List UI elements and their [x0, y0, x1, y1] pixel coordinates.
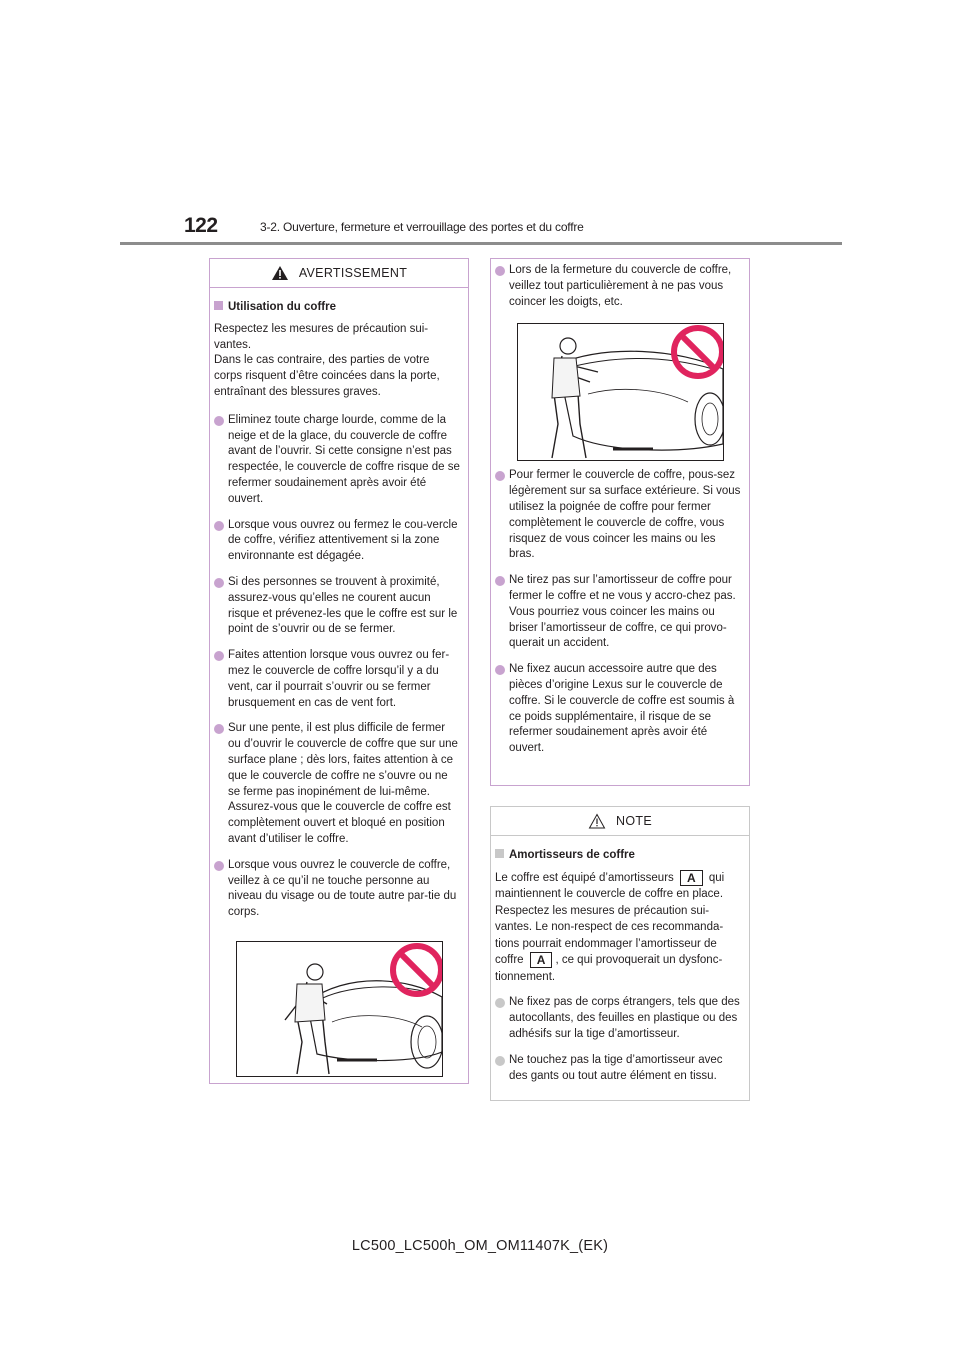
warning-section-title-text: Utilisation du coffre [228, 301, 336, 313]
bullet-dot-icon [214, 416, 224, 426]
list-item: Pour fermer le couvercle de coffre, pous-sez légèrement sur sa surface extérieure. Si vous utilisez la poignée de coffre pour fermer complètement le couvercle de coffre, vous risquez de vous coincer les mains ou les bras. [495, 468, 741, 563]
header-divider [120, 242, 842, 245]
note-section-title-text: Amortisseurs de coffre [509, 849, 635, 861]
note-box [490, 806, 750, 1101]
note-paragraph: Le coffre est équipé d’amortisseurs A qui maintiennent le couvercle de coffre en place. Respectez les mesures de précaution sui-vantes. Le non-respect de ces recommanda-tions pourrait endommager l’amortisseur de coffre A , ce qui provoquerait un dysfonc-tionnement. [495, 870, 725, 983]
bullet-dot-icon [214, 651, 224, 661]
warning-box-right [490, 258, 750, 786]
list-item: Ne fixez pas de corps étrangers, tels que des autocollants, des feuilles en plastique ou des adhésifs sur la tige d’amortisseur. [495, 995, 741, 1042]
warning-heading [210, 259, 468, 288]
illustration-trunk-face-hazard [236, 941, 443, 1077]
bullet-dot-icon [495, 266, 505, 276]
list-item: Lorsque vous ouvrez le couvercle de coffre, veillez à ce qu’il ne touche personne au niveau du visage ou de toute autre par-tie du corps. [214, 858, 460, 921]
note-section-title [495, 848, 741, 864]
page-number: 122 [184, 214, 218, 237]
section-header-title: 3-2. Ouverture, fermeture et verrouillage des portes et du coffre [260, 220, 584, 234]
bullet-dot-icon [214, 521, 224, 531]
square-bullet-icon [495, 849, 504, 858]
warning-triangle-icon [271, 265, 289, 281]
bullet-dot-icon [495, 576, 505, 586]
list-item: Faites attention lorsque vous ouvrez ou fer-mez le couvercle de coffre lorsqu’il y a du vent, car il pourrait s’ouvrir ou se fermer brusquement en cas de vent fort. [214, 648, 460, 711]
warning-heading-label: AVERTISSEMENT [298, 266, 408, 280]
list-item: Si des personnes se trouvent à proximité, assurez-vous qu’elles ne courent aucun risque et prévenez-les que le coffre est sur le point de s’ouvrir ou de se fermer. [214, 575, 460, 638]
list-item: Lorsque vous ouvrez ou fermez le cou-vercle de coffre, vérifiez attentivement si la zone environnante est dégagée. [214, 518, 460, 565]
bullet-dot-icon [495, 471, 505, 481]
bullet-dot-icon [214, 861, 224, 871]
bullet-dot-icon [495, 998, 505, 1008]
bullet-dot-icon [495, 665, 505, 675]
bullet-dot-icon [214, 578, 224, 588]
warning-intro-2: Dans le cas contraire, des parties de votre corps risquent d’être coincées dans la porte, entraînant des blessures graves. [214, 354, 440, 398]
list-item: Ne touchez pas la tige d’amortisseur avec des gants ou tout autre élément en tissu. [495, 1053, 741, 1085]
bullet-dot-icon [214, 724, 224, 734]
illustration-trunk-finger-hazard [517, 323, 724, 461]
caution-triangle-icon [588, 813, 606, 829]
list-item: Sur une pente, il est plus difficile de fermer ou d’ouvrir le couvercle de coffre que sur une surface plane ; dès lors, faites attention à ce que le couvercle de coffre ne s’ouvre ou ne se ferme pas inopinément de lui-même. Assurez-vous que le couvercle de coffre est complètement ouvert et bloqué en position avant d’utiliser le coffre. [214, 721, 460, 847]
list-item: Lors de la fermeture du couvercle de coffre, veillez tout particulièrement à ne pas vous coincer les doigts, etc. [495, 263, 741, 310]
list-item: Eliminez toute charge lourde, comme de la neige et de la glace, du couvercle de coffre avant de l’ouvrir. Si cette consigne n’est pas respectée, le couvercle de coffre risque de se refermer soudainement après avoir été ouvert. [214, 413, 460, 508]
note-heading [491, 807, 749, 836]
label-a-badge: A [680, 870, 703, 886]
square-bullet-icon [214, 301, 223, 310]
note-heading-label: NOTE [616, 814, 652, 828]
list-item: Ne fixez aucun accessoire autre que des pièces d’origine Lexus sur le couvercle de coffre. Si le couvercle de coffre est soumis à ce poids supplémentaire, il risque de se refermer soudainement après avoir été ouvert. [495, 662, 741, 757]
warning-intro [214, 322, 460, 401]
label-a-badge: A [530, 952, 553, 968]
document-id-footer: LC500_LC500h_OM_OM11407K_(EK) [351, 1238, 609, 1254]
warning-intro-1: Respectez les mesures de précaution sui-vantes. [214, 322, 429, 351]
warning-box-left [209, 258, 469, 1084]
list-item: Ne tirez pas sur l’amortisseur de coffre pour fermer le coffre et ne vous y accro-chez pas. Vous pourriez vous coincer les mains ou briser l’amortisseur de coffre, ce qui provo-querait un accident. [495, 573, 741, 652]
bullet-dot-icon [495, 1056, 505, 1066]
warning-section-title [214, 300, 460, 316]
